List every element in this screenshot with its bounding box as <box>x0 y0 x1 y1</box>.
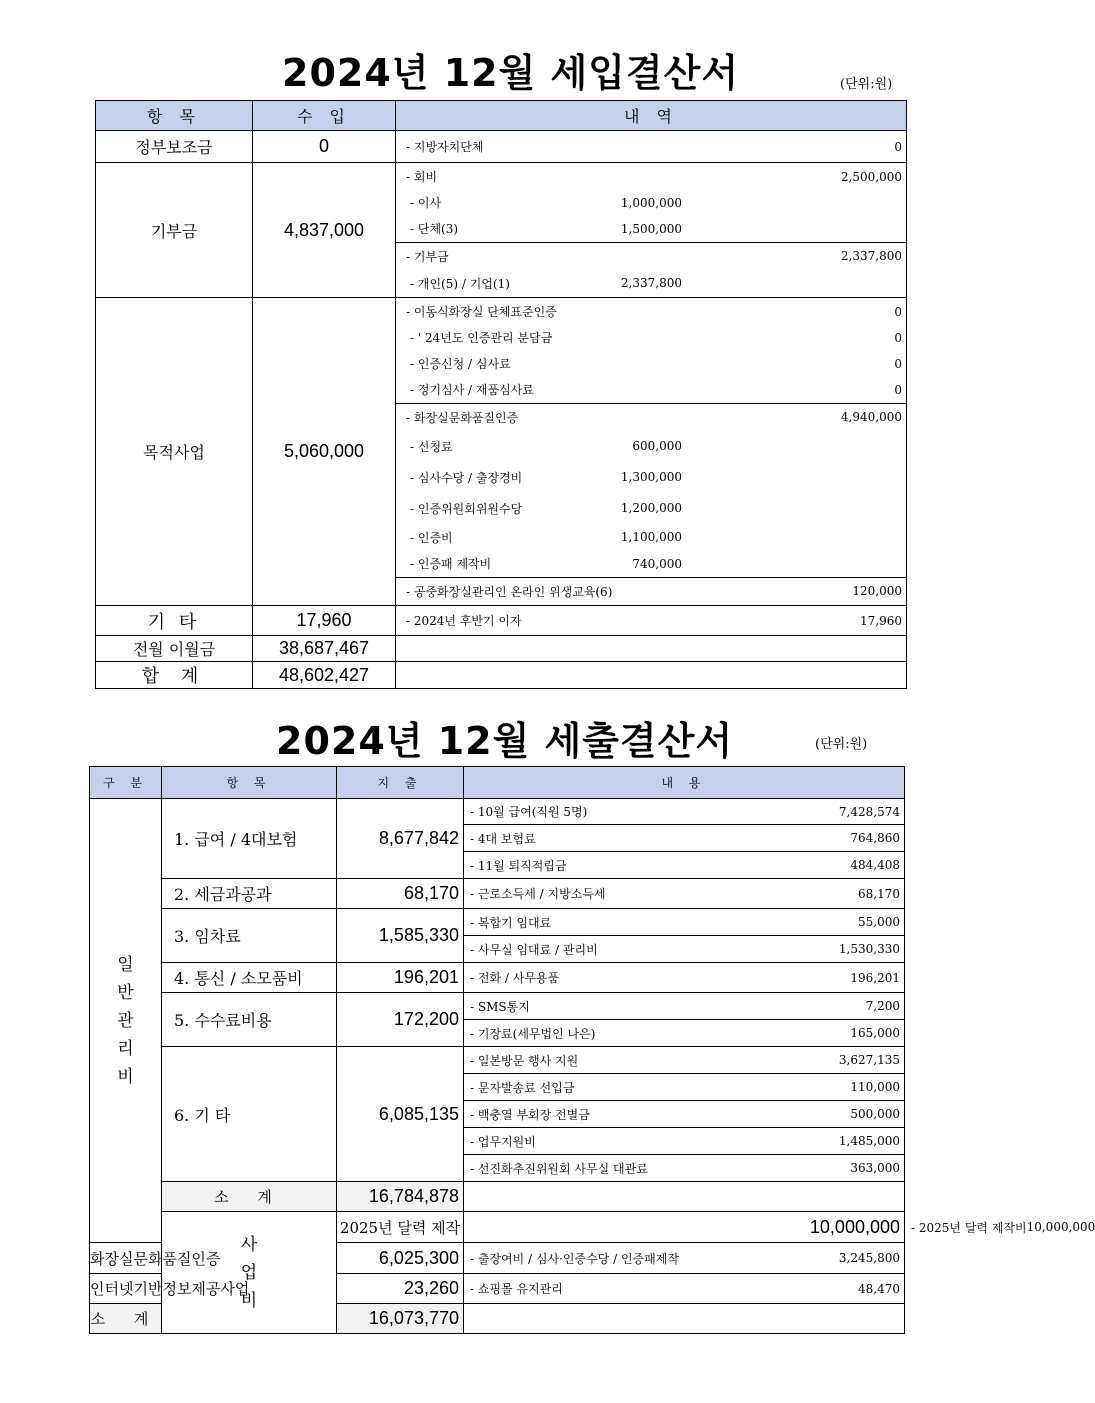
income-unit: (단위:원) <box>840 77 893 92</box>
expense-table <box>89 766 1095 1334</box>
expense-amount: 10,000,000 <box>464 1212 905 1243</box>
expense-amount: 6,085,135 <box>337 1047 464 1182</box>
etc-amount: 17,960 <box>253 606 396 636</box>
detail-label: - 업무지원비 <box>470 1134 536 1149</box>
donation-detail <box>396 163 907 298</box>
total-label: 합 계 <box>96 662 253 689</box>
detail-label: - 쇼핑몰 유지관리 <box>470 1282 563 1296</box>
detail-value: 120,000 <box>852 584 902 598</box>
detail-subvalue: 1,500,000 <box>620 221 682 236</box>
detail-value: 3,627,135 <box>838 1053 900 1067</box>
detail-label: - 출장여비 / 심사·인증수당 / 인증패제작 <box>470 1251 679 1266</box>
detail-label: - 2025년 달력 제작비 <box>911 1220 1027 1235</box>
expense-detail <box>464 1101 905 1128</box>
expense-item: 화장실문화품질인증 <box>90 1243 162 1274</box>
expense-detail <box>464 1074 905 1101</box>
detail-value: 2,500,000 <box>840 169 902 184</box>
purpose-business-label: 목적사업 <box>96 298 253 606</box>
header-income: 수 입 <box>253 101 396 131</box>
expense-detail <box>464 936 905 963</box>
donation-amount: 4,837,000 <box>253 163 396 298</box>
detail-value: 1,485,000 <box>838 1134 900 1148</box>
detail-label: - SMS통지 <box>470 999 530 1014</box>
detail-value: 484,408 <box>850 858 900 872</box>
detail-value: 500,000 <box>850 1107 900 1121</box>
detail-label: - 일본방문 행사 지원 <box>470 1053 579 1068</box>
expense-detail <box>464 879 905 909</box>
expense-detail <box>464 799 905 825</box>
detail-label: - 문자발송료 선입금 <box>470 1080 575 1095</box>
detail-value: 0 <box>894 330 902 345</box>
detail-label: - 심사수당 / 출장경비 <box>410 470 523 485</box>
detail-value: 48,470 <box>858 1281 900 1296</box>
detail-value: 196,201 <box>850 970 900 985</box>
detail-label: - 개인(5) / 기업(1) <box>410 276 510 291</box>
detail-label: - ' 24년도 인증관리 분담금 <box>410 331 553 345</box>
carryover-amount: 38,687,467 <box>253 636 396 662</box>
expense-item: 1. 급여 / 4대보험 <box>162 799 337 879</box>
detail-label: - 복합기 임대료 <box>470 915 552 930</box>
etc-detail <box>396 606 907 636</box>
detail-value: 0 <box>894 356 902 371</box>
expense-unit: (단위:원) <box>815 737 868 752</box>
etc-label: 기 타 <box>96 606 253 636</box>
detail-value: 0 <box>894 382 902 397</box>
detail-label: - 10월 급여(직원 5명) <box>470 805 588 819</box>
detail-value: 764,860 <box>850 831 900 845</box>
general-admin-label: 일반관리비 <box>90 799 162 1243</box>
expense-detail <box>464 909 905 936</box>
header-detail: 내 역 <box>396 101 907 131</box>
detail-label: - 인증패 제작비 <box>410 557 492 571</box>
detail-value: 110,000 <box>850 1080 900 1094</box>
expense-detail <box>464 993 905 1020</box>
detail-label: - 사무실 임대료 / 관리비 <box>470 942 598 957</box>
detail-label: - 인증신청 / 심사료 <box>410 357 511 371</box>
detail-value: 7,200 <box>865 999 900 1013</box>
expense-detail <box>464 1047 905 1074</box>
detail-value: 55,000 <box>858 915 900 929</box>
header-content: 내 용 <box>464 767 905 799</box>
detail-label: - 근로소득세 / 지방소득세 <box>470 887 606 901</box>
purpose-business-amount: 5,060,000 <box>253 298 396 606</box>
donation-label: 기부금 <box>96 163 253 298</box>
detail-value: 0 <box>894 139 902 154</box>
gov-subsidy-label: 정부보조금 <box>96 131 253 163</box>
detail-label: - 전화 / 사무용품 <box>470 971 560 985</box>
header-item: 항 목 <box>96 101 253 131</box>
detail-value: 17,960 <box>860 613 902 628</box>
expense-detail <box>464 1155 905 1182</box>
expense-item: 2025년 달력 제작 <box>337 1212 464 1243</box>
detail-label: - 4대 보험료 <box>470 831 536 846</box>
detail-value: 165,000 <box>850 1026 900 1040</box>
detail-value: 2,337,800 <box>840 249 902 263</box>
expense-item: 인터넷기반정보제공사업 <box>90 1274 162 1304</box>
detail-label: - 정기심사 / 재품심사료 <box>410 383 534 397</box>
detail-label: - 선진화추진위원회 사무실 대관료 <box>470 1161 648 1176</box>
detail-label: - 신청료 <box>410 439 453 454</box>
income-table <box>95 100 907 689</box>
detail-label: - 인증위원회위원수당 <box>410 501 523 516</box>
detail-value: 4,940,000 <box>840 410 902 424</box>
expense-detail <box>464 825 905 852</box>
general-subtotal-amount: 16,784,878 <box>337 1182 464 1212</box>
expense-amount: 1,585,330 <box>337 909 464 963</box>
detail-subvalue: 740,000 <box>632 556 682 571</box>
expense-amount: 172,200 <box>337 993 464 1047</box>
detail-label: - 이사 <box>410 196 442 210</box>
detail-label: - 화장실문화품질인증 <box>406 410 519 425</box>
detail-subvalue: 1,200,000 <box>620 501 682 515</box>
gov-subsidy-amount: 0 <box>253 131 396 163</box>
detail-label: - 11월 퇴직적립금 <box>470 858 567 873</box>
detail-subvalue: 600,000 <box>632 439 682 453</box>
detail-subvalue: 2,337,800 <box>620 276 682 290</box>
detail-value: 7,428,574 <box>838 804 900 819</box>
expense-amount: 8,677,842 <box>337 799 464 879</box>
expense-detail <box>464 852 905 879</box>
expense-title: 2024년 12월 세출결산서 <box>276 719 734 763</box>
detail-label: - 지방자치단체 <box>406 140 484 154</box>
detail-label: - 공중화장실관리인 온라인 위생교육(6) <box>406 584 613 599</box>
expense-detail <box>464 1243 905 1274</box>
detail-value: 3,245,800 <box>838 1251 900 1265</box>
detail-value: 363,000 <box>850 1161 900 1175</box>
expense-amount: 23,260 <box>337 1274 464 1304</box>
expense-detail <box>464 1020 905 1047</box>
carryover-label: 전월 이월금 <box>96 636 253 662</box>
detail-label: - 2024년 후반기 이자 <box>406 614 522 628</box>
header-expense: 지 출 <box>337 767 464 799</box>
detail-label: - 기부금 <box>406 249 449 264</box>
detail-label: - 기장료(세무법인 나은) <box>470 1026 596 1041</box>
detail-subvalue: 1,300,000 <box>620 470 682 484</box>
expense-amount: 6,025,300 <box>337 1243 464 1274</box>
expense-amount: 196,201 <box>337 963 464 993</box>
expense-item: 2. 세금과공과 <box>162 879 337 909</box>
detail-value: 1,530,330 <box>838 942 900 956</box>
expense-item: 4. 통신 / 소모품비 <box>162 963 337 993</box>
detail-value: 0 <box>894 304 902 319</box>
purpose-business-detail <box>396 298 907 606</box>
detail-subvalue: 1,000,000 <box>620 195 682 210</box>
header-item: 항 목 <box>162 767 337 799</box>
detail-value: 68,170 <box>858 886 900 901</box>
expense-amount: 68,170 <box>337 879 464 909</box>
business-subtotal-label: 소 계 <box>90 1304 162 1334</box>
total-amount: 48,602,427 <box>253 662 396 689</box>
business-expense-label: 사업비 <box>162 1212 337 1334</box>
detail-label: - 단체(3) <box>410 222 459 236</box>
detail-value: 10,000,000 <box>1026 1220 1095 1234</box>
expense-detail <box>464 1128 905 1155</box>
detail-label: - 이동식화장실 단체표준인증 <box>406 305 557 319</box>
expense-detail <box>464 963 905 993</box>
expense-item: 3. 임차료 <box>162 909 337 963</box>
detail-label: - 백충열 부회장 전별금 <box>470 1107 590 1122</box>
expense-detail <box>464 1274 905 1304</box>
business-subtotal-amount: 16,073,770 <box>337 1304 464 1334</box>
detail-label: - 인증비 <box>410 530 453 545</box>
detail-label: - 회비 <box>406 170 438 184</box>
expense-item: 6. 기 타 <box>162 1047 337 1182</box>
general-subtotal-label: 소 계 <box>162 1182 337 1212</box>
income-title: 2024년 12월 세입결산서 <box>282 51 740 95</box>
detail-subvalue: 1,100,000 <box>620 530 682 544</box>
expense-item: 5. 수수료비용 <box>162 993 337 1047</box>
header-division: 구 분 <box>90 767 162 799</box>
gov-subsidy-detail <box>396 131 907 163</box>
